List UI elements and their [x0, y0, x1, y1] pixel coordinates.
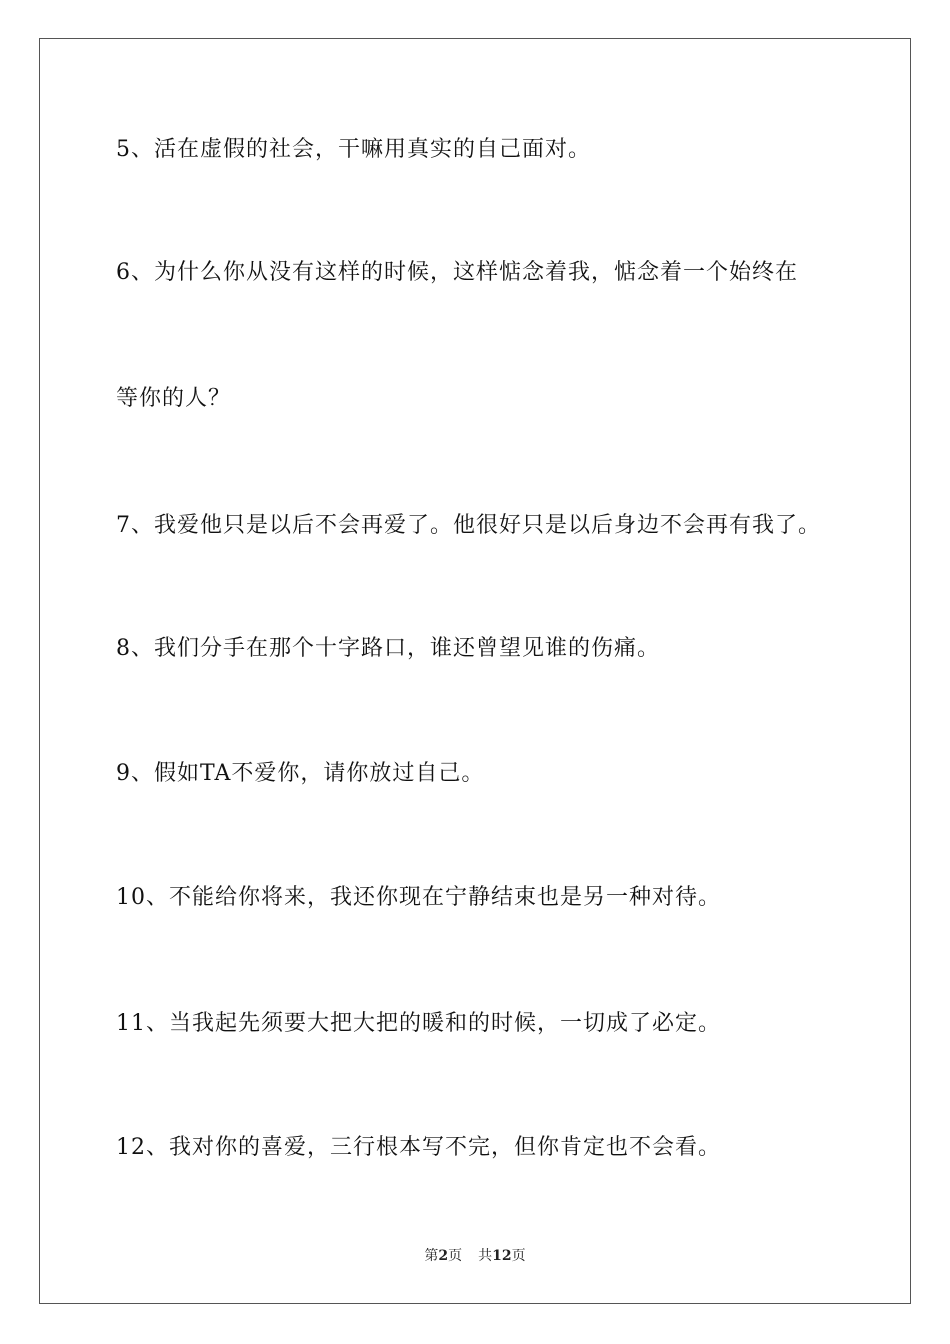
page-border: [39, 38, 911, 1304]
text-line-7: 7、我爱他只是以后不会再爱了。他很好只是以后身边不会再有我了。: [116, 513, 821, 538]
page-suffix: 页: [448, 1248, 463, 1264]
text-line-12: 12、我对你的喜爱，三行根本写不完，但你肯定也不会看。: [116, 1135, 721, 1160]
total-suffix: 页: [511, 1248, 526, 1264]
total-prefix: 共: [478, 1248, 493, 1264]
text-line-10: 10、不能给你将来，我还你现在宁静结束也是另一种对待。: [116, 885, 721, 910]
text-line-6-continued: 等你的人？: [116, 386, 232, 411]
text-line-9: 9、假如TA不爱你，请你放过自己。: [116, 761, 485, 786]
page-number: 2: [438, 1248, 449, 1264]
page-prefix: 第: [424, 1248, 439, 1264]
text-line-5: 5、活在虚假的社会，干嘛用真实的自己面对。: [116, 137, 591, 162]
text-line-11: 11、当我起先须要大把大把的暖和的时候，一切成了必定。: [116, 1011, 721, 1036]
page-footer: [0, 1246, 950, 1266]
text-line-8: 8、我们分手在那个十字路口，谁还曾望见谁的伤痛。: [116, 636, 660, 661]
total-pages: 12: [492, 1248, 512, 1264]
text-line-6: 6、为什么你从没有这样的时候，这样惦念着我，惦念着一个始终在: [116, 260, 798, 285]
